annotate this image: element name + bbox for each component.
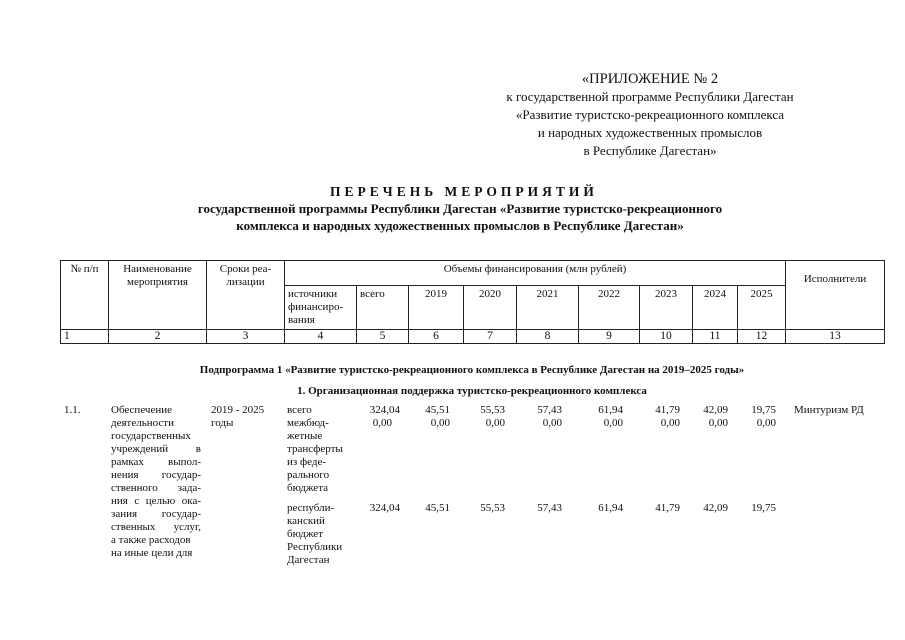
header-year: 2024 <box>693 286 738 330</box>
source-label-line: межбюд- <box>287 417 329 429</box>
item-name <box>111 404 201 560</box>
header-year: 2023 <box>640 286 693 330</box>
item-name-line: ния с целью ока- <box>111 495 201 507</box>
value-2020: 0,00 <box>485 417 505 429</box>
header-name: Наименование мероприятия <box>109 261 207 330</box>
item-name-line: на иные цели для <box>111 547 193 559</box>
value-2025: 0,00 <box>756 417 776 429</box>
column-number: 6 <box>409 330 464 344</box>
item-name-line: нения государ- <box>111 469 201 481</box>
source-label <box>287 502 342 567</box>
value-2019: 45,51 <box>425 404 450 416</box>
header-period: Сроки реа-лизации <box>207 261 285 330</box>
header-no: № п/п <box>61 261 109 330</box>
source-label-line: из феде- <box>287 456 326 468</box>
column-number: 7 <box>464 330 517 344</box>
subprogram-heading: Подпрограмма 1 «Развитие туристско-рекреационного комплекса в Республике Дагестан на 2019–2025 годы» <box>199 364 745 376</box>
source-label-line: Республики <box>287 541 343 553</box>
column-number: 1 <box>61 330 109 344</box>
item-name-line: ственного зада- <box>111 482 201 494</box>
value-2021: 0,00 <box>542 417 562 429</box>
source-label-line: жетные <box>287 430 323 442</box>
column-number: 12 <box>738 330 786 344</box>
value-2024: 42,09 <box>703 404 728 416</box>
header-year: 2020 <box>464 286 517 330</box>
table-row <box>60 404 884 640</box>
title-main: ПЕРЕЧЕНЬ МЕРОПРИЯТИЙ <box>330 184 598 199</box>
header-executors: Исполнители <box>786 261 885 330</box>
column-number: 2 <box>109 330 207 344</box>
column-number: 10 <box>640 330 693 344</box>
item-executor: Минтуризм РД <box>794 404 864 416</box>
appendix-line: в Республике Дагестан» <box>583 143 717 158</box>
item-name-line: учреждений в <box>111 443 201 455</box>
column-number: 5 <box>357 330 409 344</box>
appendix-line: «ПРИЛОЖЕНИЕ № 2 <box>581 71 719 87</box>
value-2023: 41,79 <box>655 404 680 416</box>
header-source: источники финансиро-вания <box>285 286 357 330</box>
header-year: 2022 <box>579 286 640 330</box>
source-label-line: рального <box>287 469 330 481</box>
item-name-line: рамках выпол- <box>111 456 201 468</box>
value-2022: 0,00 <box>603 417 623 429</box>
source-label <box>287 404 312 417</box>
document-title <box>100 183 820 234</box>
column-number: 8 <box>517 330 579 344</box>
value-2020: 55,53 <box>480 404 505 416</box>
value-2025: 19,75 <box>751 502 776 514</box>
header-year: 2019 <box>409 286 464 330</box>
value-2023: 0,00 <box>660 417 680 429</box>
column-number: 3 <box>207 330 285 344</box>
value-total: 324,04 <box>369 502 400 514</box>
value-2024: 42,09 <box>703 502 728 514</box>
source-label-line: Дагестан <box>287 554 330 566</box>
value-2022: 61,94 <box>598 404 623 416</box>
column-number: 13 <box>786 330 885 344</box>
appendix-line: и народных художественных промыслов <box>537 125 763 140</box>
item-number: 1.1. <box>64 404 81 416</box>
header-year: 2025 <box>738 286 786 330</box>
column-number: 9 <box>579 330 640 344</box>
value-2023: 41,79 <box>655 502 680 514</box>
section-heading: 1. Организационная поддержка туристско-рекреационного комплекса <box>297 385 647 397</box>
item-name-line: ственных услуг, <box>111 521 201 533</box>
value-2024: 0,00 <box>708 417 728 429</box>
appendix-line: «Развитие туристско-рекреационного комплекса <box>515 107 785 122</box>
item-name-line: а также расходов <box>111 534 191 546</box>
header-year: 2021 <box>517 286 579 330</box>
source-label-line: канский <box>287 515 325 527</box>
appendix-header <box>450 70 850 160</box>
value-2022: 61,94 <box>598 502 623 514</box>
title-line: комплекса и народных художественных промыслов в Республике Дагестан» <box>236 218 684 233</box>
value-2020: 55,53 <box>480 502 505 514</box>
source-label-line: всего <box>287 404 312 416</box>
source-label <box>287 417 343 495</box>
item-name-line: Обеспечение <box>111 404 172 416</box>
value-2025: 19,75 <box>751 404 776 416</box>
value-total: 324,04 <box>369 404 400 416</box>
value-2019: 0,00 <box>430 417 450 429</box>
value-2021: 57,43 <box>537 502 562 514</box>
item-name-line: деятельности <box>111 417 174 429</box>
column-number: 11 <box>693 330 738 344</box>
value-2019: 45,51 <box>425 502 450 514</box>
header-funding: Объемы финансирования (млн рублей) <box>285 261 786 286</box>
item-period-line: 2019 - 2025 <box>211 404 265 416</box>
item-period-line: годы <box>211 417 234 429</box>
value-2021: 57,43 <box>537 404 562 416</box>
source-label-line: бюджет <box>287 528 323 540</box>
source-label-line: республи- <box>287 502 335 514</box>
value-total: 0,00 <box>372 417 392 429</box>
item-name-line: государственных <box>111 430 191 442</box>
title-line: государственной программы Республики Дагестан «Развитие туристско-рекреационного <box>197 201 723 216</box>
source-label-line: трансферты <box>287 443 343 455</box>
header-table <box>60 260 885 344</box>
source-label-line: бюджета <box>287 482 329 494</box>
item-name-line: зания государ- <box>111 508 201 520</box>
header-total: всего <box>357 286 409 330</box>
appendix-line: к государственной программе Республики Дагестан <box>506 89 794 104</box>
column-number: 4 <box>285 330 357 344</box>
item-period <box>211 404 264 430</box>
